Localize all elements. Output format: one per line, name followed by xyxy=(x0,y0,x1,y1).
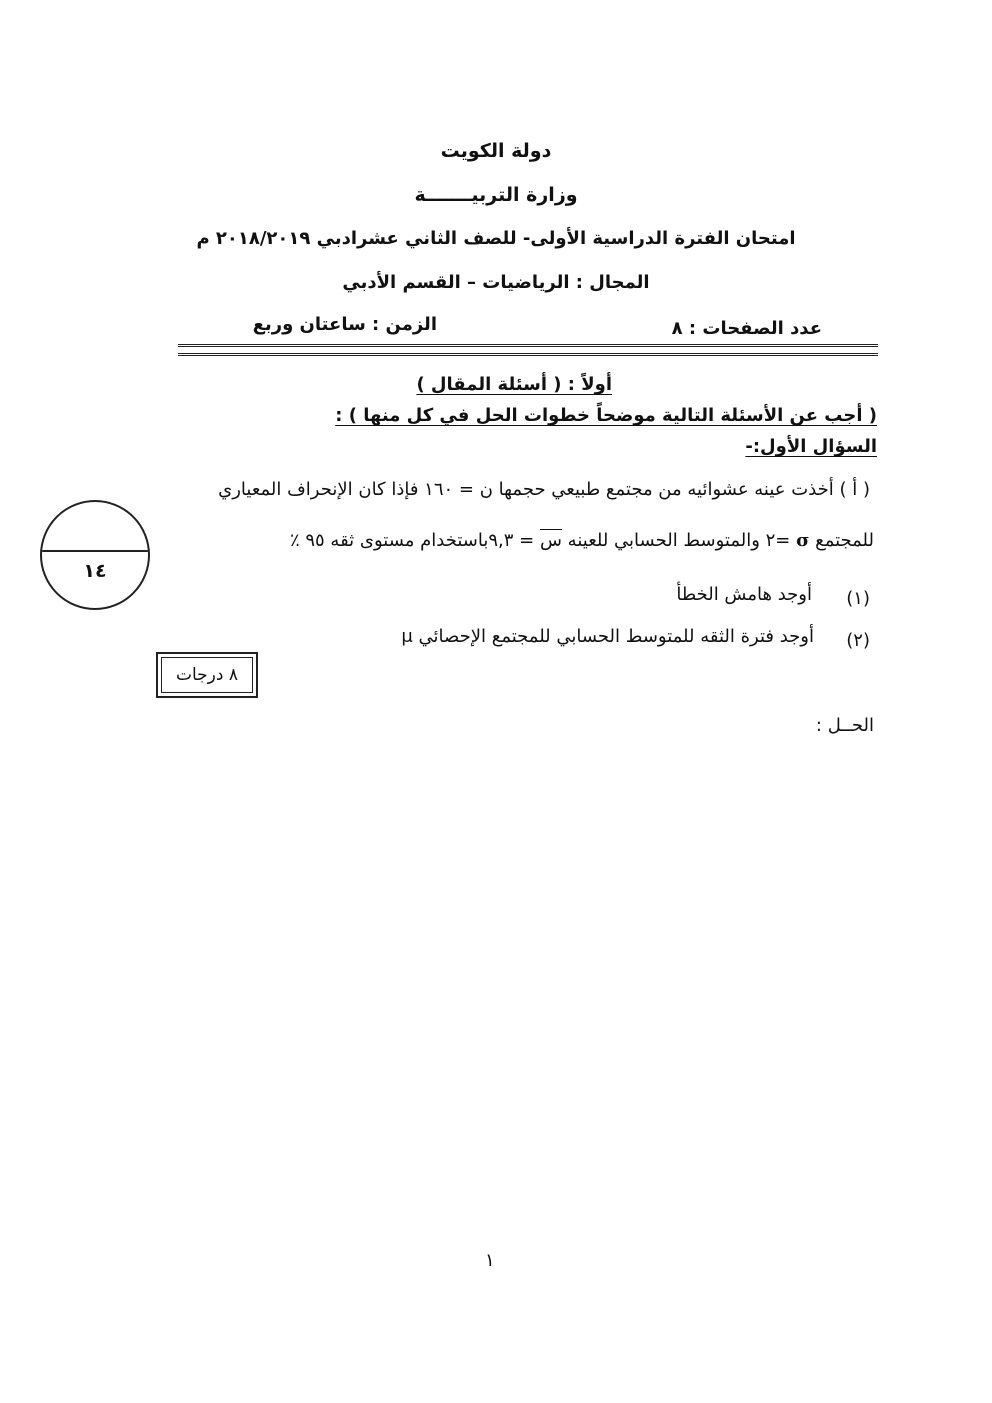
xbar-symbol: س xyxy=(539,530,562,551)
question-part-a-line1: ( أ ) أخذت عينه عشوائيه من مجتمع طبيعي حجمها ن = ١٦٠ فإذا كان الإنحراف المعياري xyxy=(218,479,870,500)
page-number: ١ xyxy=(485,1250,495,1271)
line2-text-a: للمجتمع xyxy=(809,530,874,551)
exam-time: الزمن : ساعتان وربع xyxy=(252,314,437,335)
exam-title: امتحان الفترة الدراسية الأولى- للصف الثاني عشرادبي ٢٠١٨/٢٠١٩ م xyxy=(196,228,796,249)
solution-label: الحــل : xyxy=(815,715,874,736)
question-heading: السؤال الأول:- xyxy=(745,436,877,457)
question-part-a-line2 xyxy=(290,530,874,551)
ministry-title: وزارة التربيـــــــة xyxy=(414,184,578,206)
section-title: أولاً : ( أسئلة المقال ) xyxy=(416,374,612,395)
item-1-number: (١) xyxy=(846,588,870,609)
item-1-text: أوجد هامش الخطأ xyxy=(676,584,812,605)
score-circle-divider xyxy=(42,550,148,552)
grade-box: ٨ درجات xyxy=(156,652,258,698)
item-2-text: أوجد فترة الثقه للمتوسط الحسابي للمجتمع الإحصائي μ xyxy=(401,626,814,647)
section-instruction: ( أجب عن الأسئلة التالية موضحاً خطوات الحل في كل منها ) : xyxy=(335,405,877,426)
line2-text-c: = ٩,٣باستخدام مستوى ثقه ٩٥ ٪ xyxy=(289,530,540,551)
field-title: المجال : الرياضيات – القسم الأدبي xyxy=(342,272,650,293)
score-circle xyxy=(40,500,150,610)
pages-count: عدد الصفحات : ٨ xyxy=(671,318,822,339)
header-separator xyxy=(178,344,878,356)
score-value: ١٤ xyxy=(83,560,107,582)
country-title: دولة الكويت xyxy=(440,140,552,162)
sigma-symbol: σ xyxy=(796,530,810,551)
item-2-number: (٢) xyxy=(846,630,870,651)
line2-text-b: =٢ والمتوسط الحسابي للعينه xyxy=(561,530,797,551)
